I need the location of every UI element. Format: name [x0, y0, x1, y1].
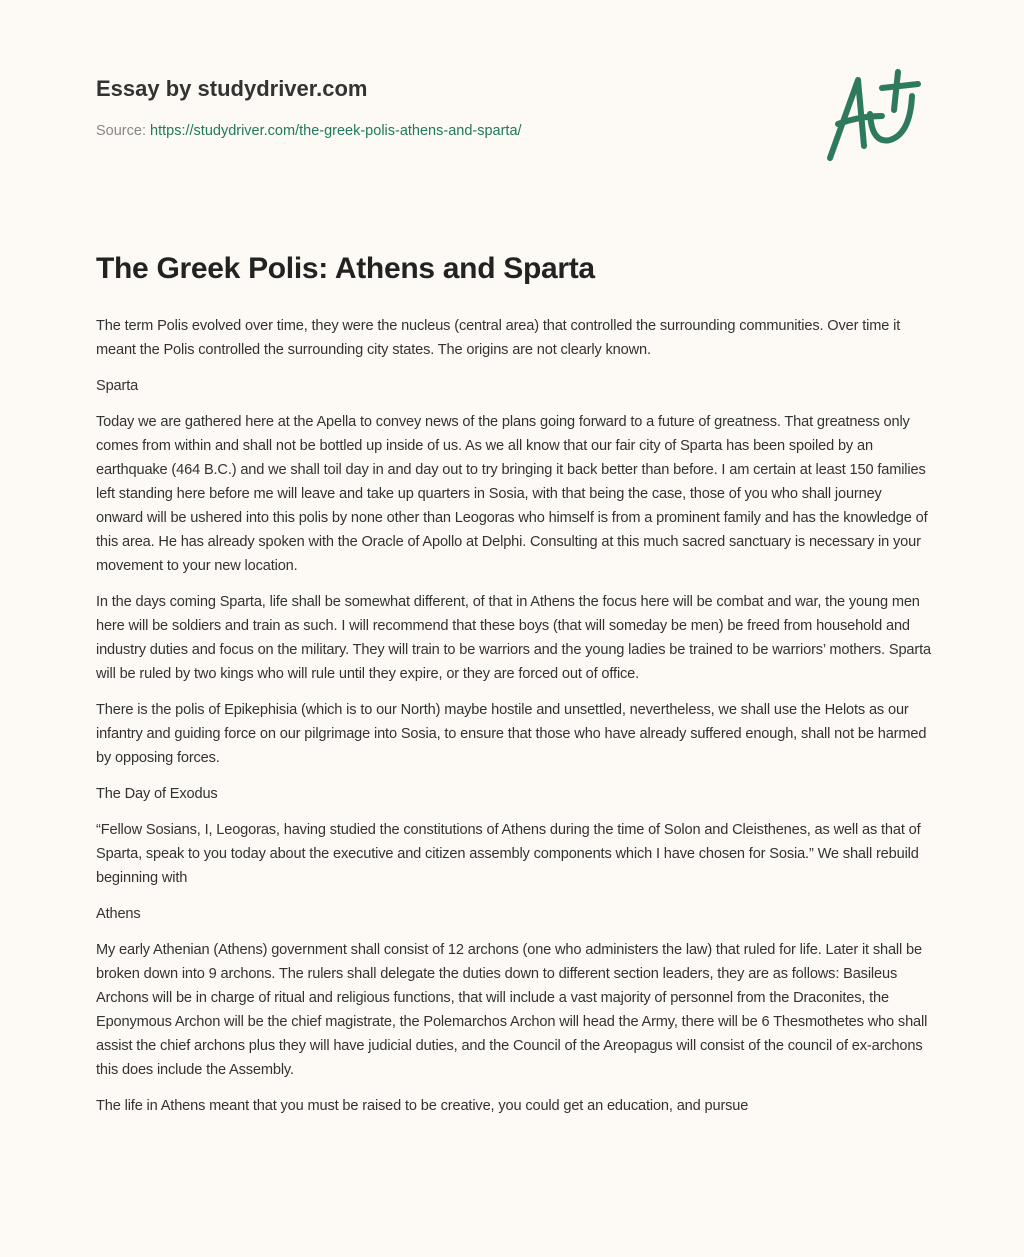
- page-title: The Greek Polis: Athens and Sparta: [96, 252, 595, 285]
- paragraph: Today we are gathered here at the Apella to convey news of the plans going forward to a future of greatness. That greatness only comes from within and shall not be bottled up inside of us. As we all know that our fair city of Sparta has been spoiled by an earthquake (464 B.C.) and we shall toil day in and day out to try bringing it back better than before. I am certain at least 150 families left standing here before me will leave and take up quarters in Sosia, with that being the case, those of you who shall journey onward will be ushered into this polis by none other than Leogoras who himself is from a prominent family and has the knowledge of this area. He has already spoken with the Oracle of Apollo at Delphi. Consulting at this much sacred sanctuary is necessary in your movement to your new location.: [96, 414, 928, 574]
- source-label: Source:: [96, 123, 146, 139]
- paragraph: The life in Athens meant that you must be raised to be creative, you could get an education, and pursue: [96, 1098, 749, 1114]
- section-heading: The Day of Exodus: [96, 786, 218, 802]
- source-line: [96, 123, 522, 139]
- paragraph: There is the polis of Epikephisia (which is to our North) maybe hostile and unsettled, nevertheless, we shall use the Helots as our infantry and guiding force on our pilgrimage into Sosia, to ensure that those who have already suffered enough, shall not be harmed by opposing forces.: [96, 702, 927, 766]
- brand-heading: Essay by studydriver.com: [96, 76, 368, 101]
- paragraph: “Fellow Sosians, I, Leogoras, having studied the constitutions of Athens during the time of Solon and Cleisthenes, as well as that of Sparta, speak to you today about the executive and citizen assembly components which I have chosen for Sosia.” We shall rebuild beginning with: [96, 822, 921, 886]
- paragraph: The term Polis evolved over time, they were the nucleus (central area) that controlled the surrounding communities. Over time it meant the Polis controlled the surrounding city states. The origins are not clearly known.: [96, 318, 901, 358]
- source-link[interactable]: https://studydriver.com/the-greek-polis-athens-and-sparta/: [150, 123, 522, 139]
- paragraph: My early Athenian (Athens) government shall consist of 12 archons (one who administers the law) that ruled for life. Later it shall be broken down into 9 archons. The rulers shall delegate the duties down to different section leaders, they are as follows: Basileus Archons will be in charge of ritual and religious functions, that will include a vast majority of personnel from the Draconites, the Eponymous Archon will be the chief magistrate, the Polemarchos Archon will head the Army, there will be 6 Thesmothetes who shall assist the chief archons plus they will have judicial duties, and the Council of the Areopagus will consist of the council of ex-archons this does include the Assembly.: [96, 942, 928, 1078]
- a-plus-logo-icon: [820, 66, 930, 166]
- paragraph: In the days coming Sparta, life shall be somewhat different, of that in Athens the focus here will be combat and war, the young men here will be soldiers and train as such. I will recommend that these boys (that will someday be men) be freed from household and industry duties and focus on the military. They will train to be warriors and the young ladies be trained to be warriors’ mothers. Sparta will be ruled by two kings who will rule until they expire, or they are forced out of office.: [96, 594, 931, 682]
- essay-body: [96, 314, 932, 1130]
- section-heading: Athens: [96, 906, 141, 922]
- section-heading: Sparta: [96, 378, 139, 394]
